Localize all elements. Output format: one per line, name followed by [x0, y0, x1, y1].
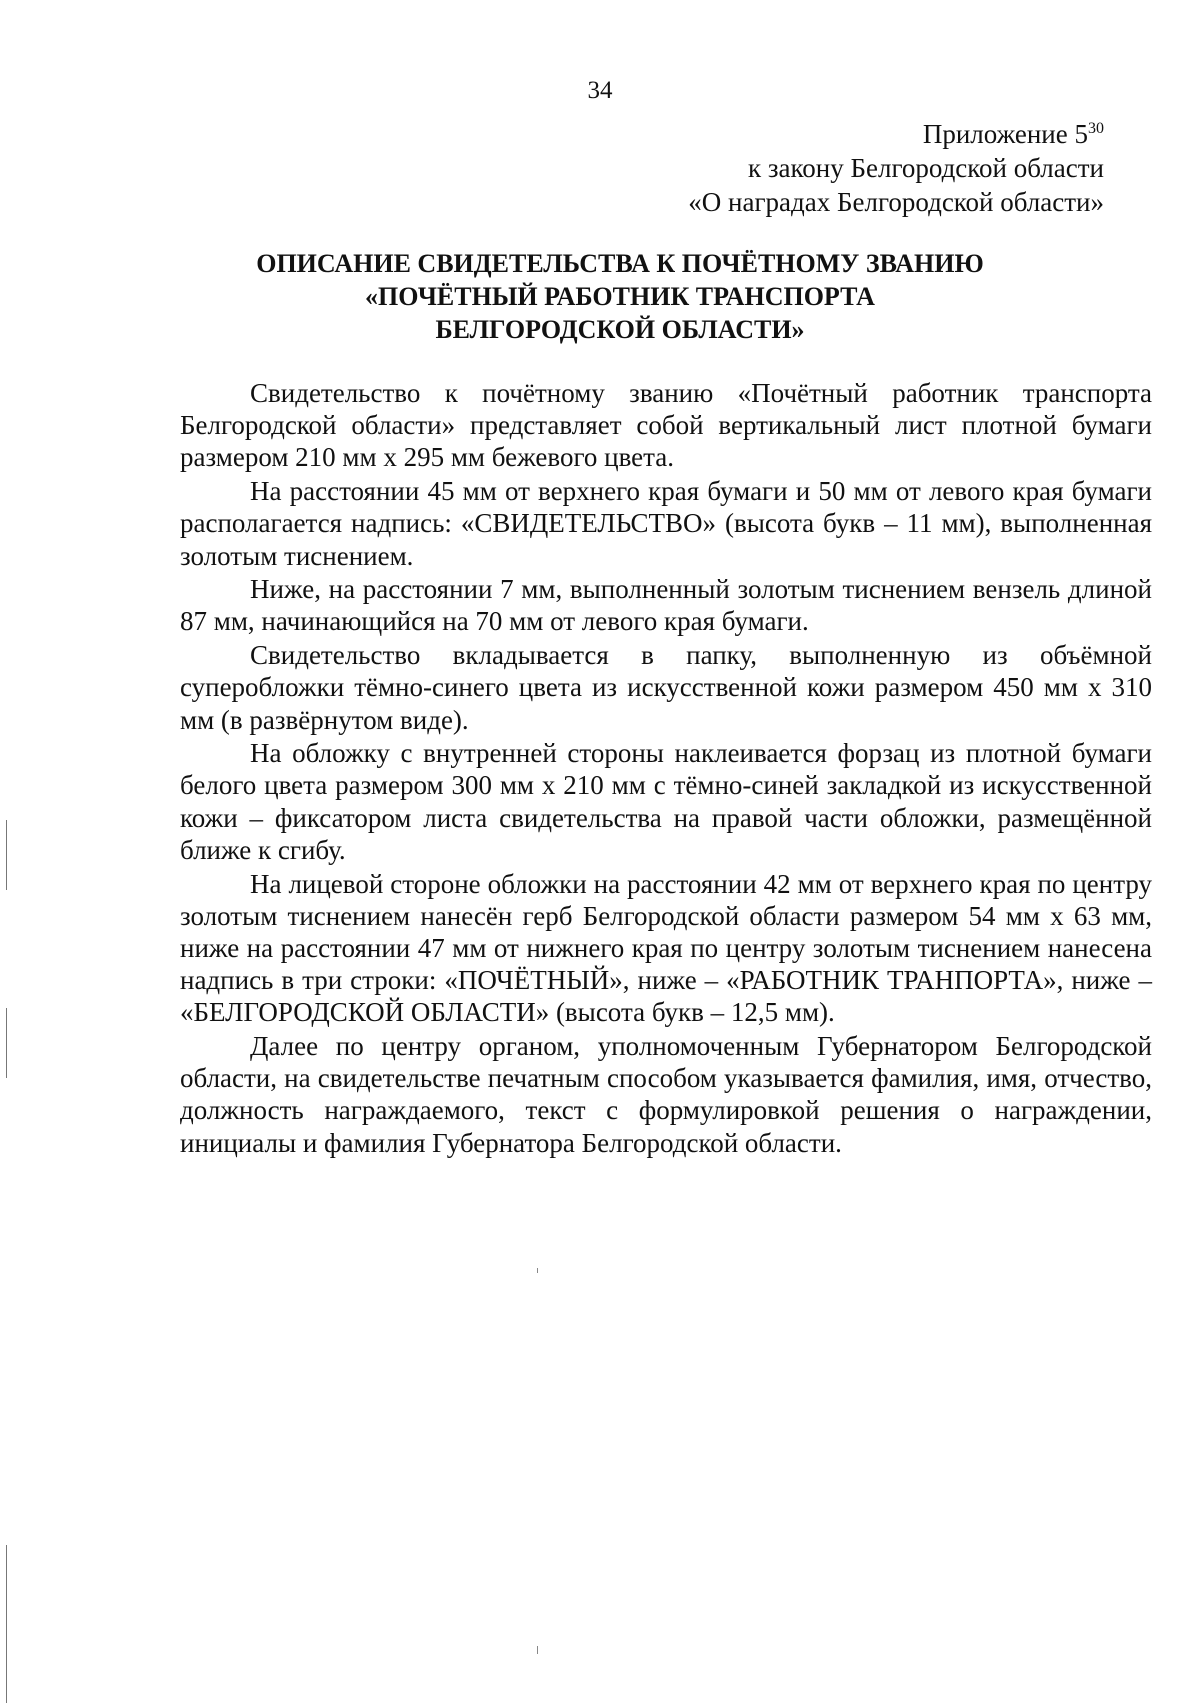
appendix-header: [688, 117, 1104, 219]
paragraph-3: Ниже, на расстоянии 7 мм, выполненный золотым тиснением вензель длиной 87 мм, начинающийся на 70 мм от левого края бумаги.: [180, 574, 1152, 637]
scan-speck: [537, 1646, 538, 1654]
scan-speck: [537, 1268, 538, 1273]
scan-margin-mark: [6, 1545, 7, 1703]
appendix-line-2: к закону Белгородской области: [748, 153, 1104, 183]
scan-margin-mark: [6, 1008, 7, 1078]
title-line-3: БЕЛГОРОДСКОЙ ОБЛАСТИ»: [435, 315, 805, 344]
title-line-1: ОПИСАНИЕ СВИДЕТЕЛЬСТВА К ПОЧЁТНОМУ ЗВАНИЮ: [256, 249, 984, 278]
appendix-number-superscript: 30: [1088, 120, 1104, 137]
page-number: 34: [587, 77, 613, 104]
appendix-line-1: [688, 117, 1104, 151]
paragraph-2: На расстоянии 45 мм от верхнего края бумаги и 50 мм от левого края бумаги располагается надпись: «СВИДЕТЕЛЬСТВО» (высота букв – 11 мм), выполненная золотым тиснением.: [180, 476, 1152, 571]
paragraph-1: Свидетельство к почётному званию «Почётный работник транспорта Белгородской области» представляет собой вертикальный лист плотной бумаги размером 210 мм х 295 мм бежевого цвета.: [180, 378, 1152, 473]
title-line-2: «ПОЧЁТНЫЙ РАБОТНИК ТРАНСПОРТА: [365, 282, 875, 311]
appendix-line-3: «О наградах Белгородской области»: [688, 187, 1104, 217]
appendix-label: Приложение 5: [922, 119, 1088, 149]
document-body: [180, 377, 1152, 1160]
document-title: [180, 247, 1060, 346]
paragraph-7: Далее по центру органом, уполномоченным Губернатором Белгородской области, на свидетельстве печатным способом указывается фамилия, имя, отчество, должность награждаемого, текст с формулировкой решения о награждении, инициалы и фамилия Губернатора Белгородской области.: [180, 1031, 1152, 1158]
paragraph-6: На лицевой стороне обложки на расстоянии 42 мм от верхнего края по центру золотым тиснением нанесён герб Белгородской области размером 54 мм х 63 мм, ниже на расстоянии 47 мм от нижнего края по центру золотым тиснением нанесена надпись в три строки: «ПОЧЁТНЫЙ», ниже – «РАБОТНИК ТРАНПОРТА», ниже – «БЕЛГОРОДСКОЙ ОБЛАСТИ» (высота букв – 12,5 мм).: [180, 868, 1152, 1028]
paragraph-4: Свидетельство вкладывается в папку, выполненную из объёмной суперобложки тёмно-синего цвета из искусственной кожи размером 450 мм х 310 мм (в развёрнутом виде).: [180, 640, 1152, 735]
paragraph-5: На обложку с внутренней стороны наклеивается форзац из плотной бумаги белого цвета размером 300 мм х 210 мм с тёмно-синей закладкой из искусственной кожи – фиксатором листа свидетельства на правой части обложки, размещённой ближе к сгибу.: [180, 738, 1152, 865]
scan-margin-mark: [6, 820, 7, 890]
